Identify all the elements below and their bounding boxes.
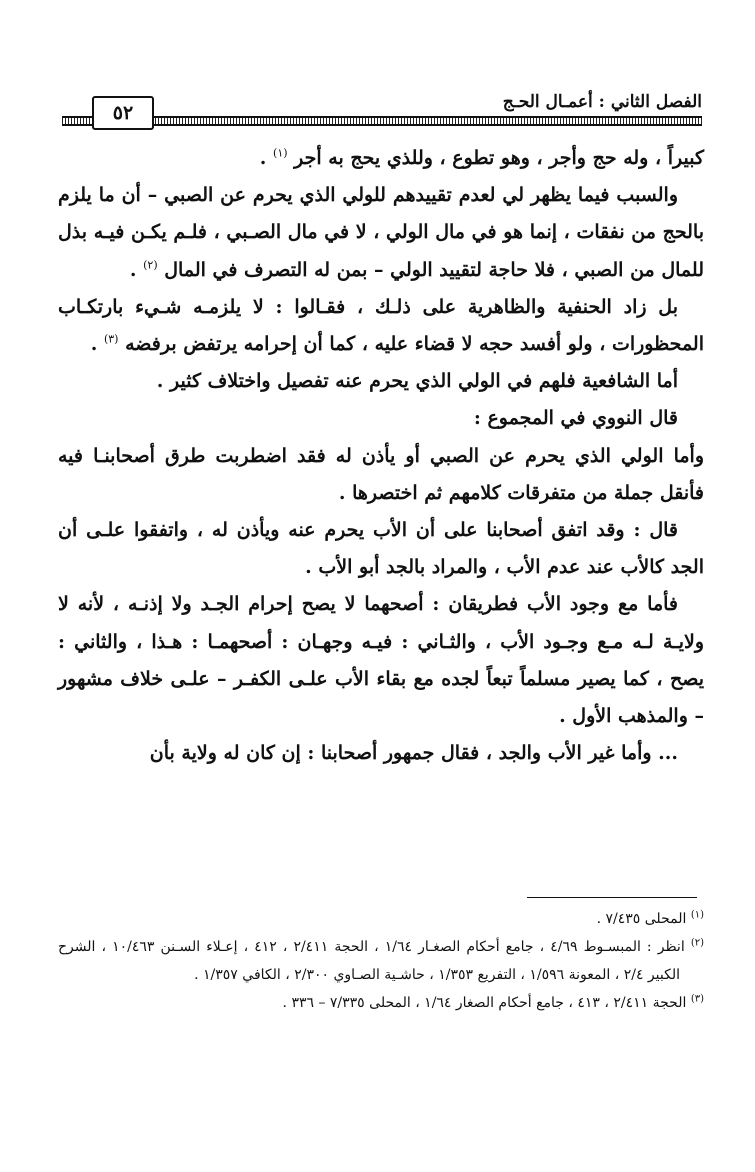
footnote-ref: (٢)	[143, 258, 158, 272]
chapter-title: الفصل الثاني : أعمـال الحـج	[502, 92, 702, 112]
footnotes	[58, 905, 704, 1017]
paragraph: وأما الولي الذي يحرم عن الصبي أو يأذن له فقد اضطربت طرق أصحابنـا فيه فأنقل جملة من متفرقات كلامهم ثم اختصرها .	[58, 444, 704, 504]
footnote-separator	[527, 897, 697, 898]
footnote: $^{(٣)}$ الحجة ٢/٤١١ ، ٤١٣ ، جامع أحكام الصغار ١/٦٤ ، المحلى ٧/٣٣٥ – ٣٣٦ .	[282, 993, 704, 1011]
paragraph: ... وأما غير الأب والجد ، فقال جمهور أصحابنا : إن كان له ولاية بأن	[149, 742, 678, 765]
paragraph: بل زاد الحنفية والظاهرية على ذلـك ، فقـالوا : لا يلزمـه شـيء بارتكـاب المحظورات ، ولو أفسد حجه لا قضاء عليه ، كما أن إحرامه يرتفض برفضه $^{(٣)}$ .	[58, 295, 704, 356]
footnote-number: (١)	[690, 909, 704, 921]
footnote-number: (٣)	[690, 993, 704, 1005]
footnote-number: (٢)	[690, 937, 705, 949]
paragraph: أما الشافعية فلهم في الولي الذي يحرم عنه تفصيل واختلاف كثير .	[156, 370, 678, 393]
paragraph: والسبب فيما يظهر لي لعدم تقييدهم للولي الذي يحرم عن الصبي – أن ما يلزم بالحج من نفقات ، إنما هو في مال الولي ، لا في مال الصـبي ، فلـم يكـن فيـه بذل للمال من الصبي ، فلا حاجة لتقييد الولي – بمن له التصرف في المال $^{(٢)}$ .	[58, 184, 704, 281]
paragraph: قال النووي في المجموع :	[473, 407, 678, 430]
paragraph: قال : وقد اتفق أصحابنا على أن الأب يحرم عنه ويأذن له ، واتفقوا علـى أن الجد كالأب عند عدم الأب ، والمراد بالجد أبو الأب .	[58, 519, 704, 579]
header-rule	[62, 116, 702, 126]
footnote-ref: (١)	[273, 146, 288, 160]
running-header	[62, 92, 702, 132]
footnote: $^{(٢)}$ انظر : المبسـوط ٤/٦٩ ، جامع أحكام الصغـار ١/٦٤ ، الحجة ٢/٤١١ ، ٤١٢ ، إعـلاء السـنن ١٠/٤٦٣ ، الشرح الكبير ٢/٤ ، المعونة ١/٥٩٦ ، التفريع ١/٣٥٣ ، حاشـية الصـاوي ٢/٣٠٠ ، الكافي ١/٣٥٧ .	[58, 937, 705, 983]
main-text	[58, 140, 704, 772]
page-number-box: ٥٢	[92, 96, 154, 130]
footnote-ref: (٣)	[103, 332, 119, 346]
paragraph: فأما مع وجود الأب فطريقان : أصحهما لا يصح إحرام الجـد ولا إذنـه ، لأنه لا ولايـة لـه مـع وجـود الأب ، والثـاني : فيـه وجهـان : أصحهمـا : هـذا ، والثاني : يصح ، كما يصير مسلماً تبعاً لجده مع بقاء الأب علـى الكفـر – علـى خلاف مشهور – والمذهب الأول .	[58, 593, 704, 728]
footnote: $^{(١)}$ المحلى ٧/٤٣٥ .	[596, 909, 704, 927]
paragraph: كبيراً ، وله حج وأجر ، وهو تطوع ، وللذي يحج به أجر $^{(١)}$ .	[259, 146, 704, 169]
